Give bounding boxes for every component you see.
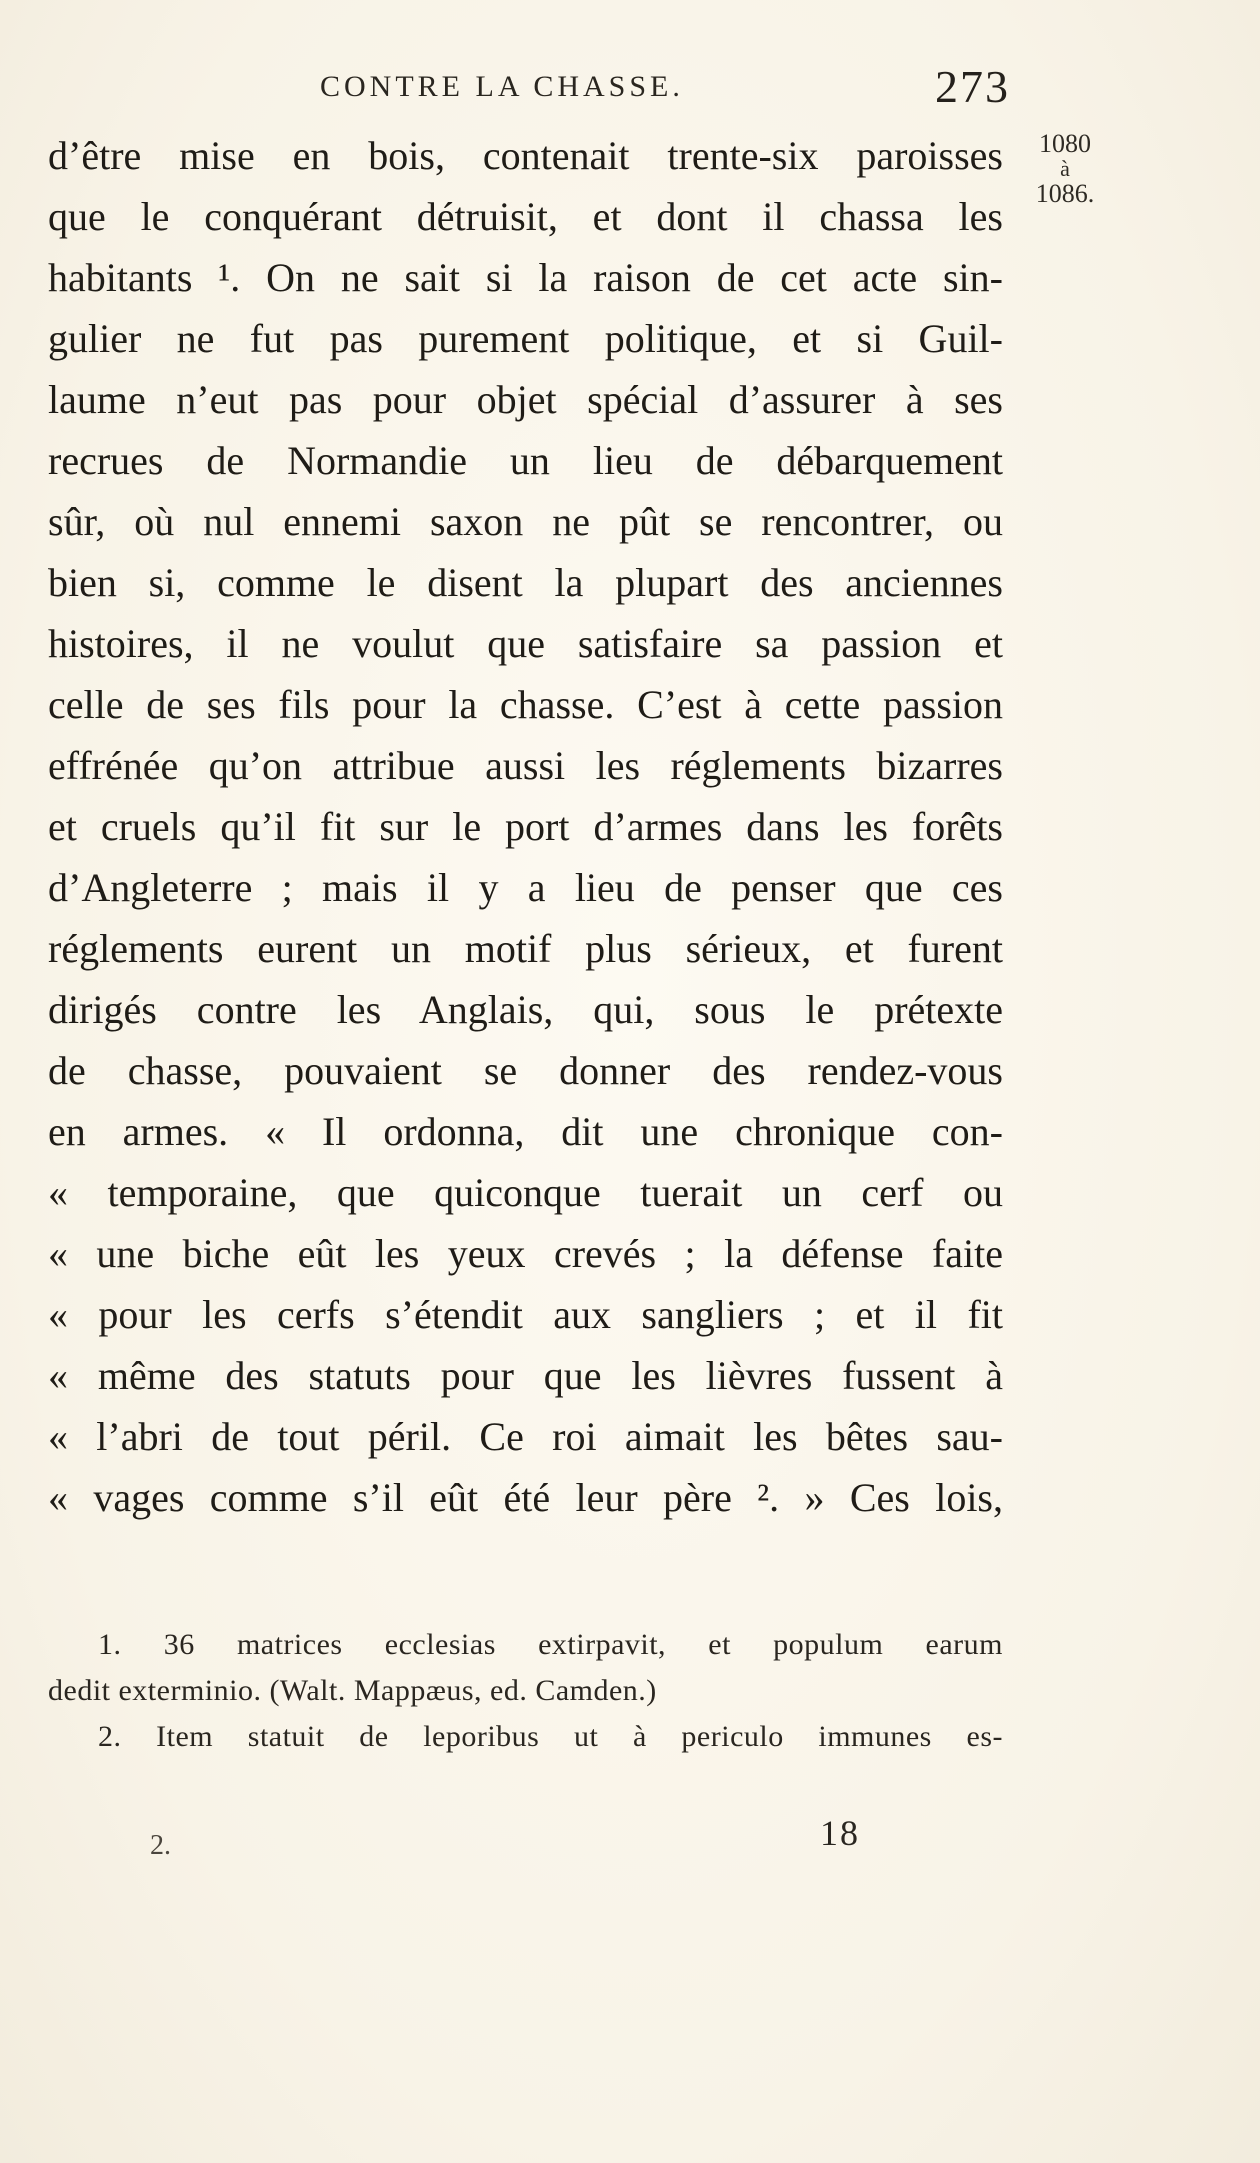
running-title: CONTRE LA CHASSE. bbox=[320, 70, 684, 103]
running-head bbox=[150, 60, 1010, 120]
margin-connector: à bbox=[1060, 156, 1070, 181]
text-line: en armes. « Il ordonna, dit une chronique con- bbox=[48, 1109, 1003, 1154]
text-line: laume n’eut pas pour objet spécial d’assurer à ses bbox=[48, 377, 1003, 422]
text-line: dirigés contre les Anglais, qui, sous le prétexte bbox=[48, 987, 1003, 1032]
signature-mark: 2. bbox=[150, 1830, 171, 1861]
page-number: 273 bbox=[935, 61, 1010, 112]
margin-year-end: 1086. bbox=[1035, 179, 1095, 208]
text-line: bien si, comme le disent la plupart des anciennes bbox=[48, 560, 1003, 605]
text-line: « même des statuts pour que les lièvres fussent à bbox=[48, 1353, 1003, 1398]
text-line: « une biche eût les yeux crevés ; la défense faite bbox=[48, 1231, 1003, 1276]
text-line: de chasse, pouvaient se donner des rendez-vous bbox=[48, 1048, 1003, 1093]
text-line: et cruels qu’il fit sur le port d’armes dans les forêts bbox=[48, 804, 1003, 849]
text-line: recrues de Normandie un lieu de débarquement bbox=[48, 438, 1003, 483]
text-line: « pour les cerfs s’étendit aux sangliers ; et il fit bbox=[48, 1292, 1003, 1337]
footnote-line: dedit exterminio. (Walt. Mappæus, ed. Camden.) bbox=[48, 1674, 657, 1707]
text-line: réglements eurent un motif plus sérieux, et furent bbox=[48, 926, 1003, 971]
text-line: effrénée qu’on attribue aussi les réglements bizarres bbox=[48, 743, 1003, 788]
body-text bbox=[48, 125, 1003, 1528]
margin-date-note bbox=[1015, 130, 1115, 208]
text-line: que le conquérant détruisit, et dont il chassa les bbox=[48, 194, 1003, 239]
margin-year-start: 1080 bbox=[1039, 129, 1091, 158]
text-line: histoires, il ne voulut que satisfaire sa passion et bbox=[48, 621, 1003, 666]
gathering-number: 18 bbox=[820, 1813, 860, 1853]
text-line: « l’abri de tout péril. Ce roi aimait les bêtes sau- bbox=[48, 1414, 1003, 1459]
text-line: sûr, où nul ennemi saxon ne pût se rencontrer, ou bbox=[48, 499, 1003, 544]
footnotes bbox=[48, 1622, 1008, 1760]
footnote-line: 2. Item statuit de leporibus ut à periculo immunes es- bbox=[98, 1720, 1003, 1753]
text-line: d’Angleterre ; mais il y a lieu de penser que ces bbox=[48, 865, 1003, 910]
text-line: « temporaine, que quiconque tuerait un cerf ou bbox=[48, 1170, 1003, 1215]
text-line: celle de ses fils pour la chasse. C’est à cette passion bbox=[48, 682, 1003, 727]
text-line: d’être mise en bois, contenait trente-six paroisses bbox=[48, 133, 1003, 178]
text-line: habitants ¹. On ne sait si la raison de cet acte sin- bbox=[48, 255, 1003, 300]
footnote-line: 1. 36 matrices ecclesias extirpavit, et populum earum bbox=[98, 1628, 1003, 1661]
text-line: gulier ne fut pas purement politique, et si Guil- bbox=[48, 316, 1003, 361]
text-line: « vages comme s’il eût été leur père ². » Ces lois, bbox=[48, 1475, 1003, 1520]
